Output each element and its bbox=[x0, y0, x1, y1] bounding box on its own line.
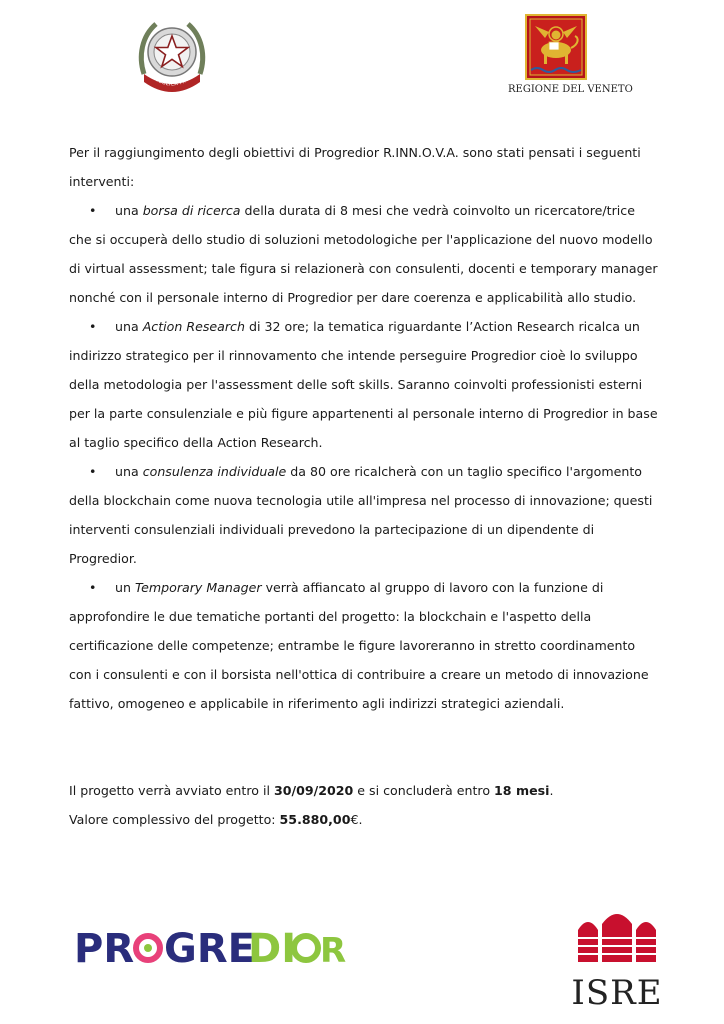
project-timeline bbox=[69, 776, 659, 805]
isre-arches-icon bbox=[571, 910, 663, 1013]
item-term: Temporary Manager bbox=[134, 580, 262, 595]
timeline-prefix: Il progetto verrà avviato entro il bbox=[69, 783, 274, 798]
timeline-suffix: . bbox=[549, 783, 554, 798]
isre-logo bbox=[571, 910, 663, 1013]
emblem-repubblica-italiana-logo bbox=[136, 16, 208, 94]
bullet-icon: • bbox=[89, 464, 97, 479]
item-term: consulenza individuale bbox=[142, 464, 287, 479]
lion-of-saint-mark-icon bbox=[525, 14, 587, 80]
document-body bbox=[69, 138, 659, 718]
bullet-icon: • bbox=[89, 203, 97, 218]
value-prefix: Valore complessivo del progetto: bbox=[69, 812, 280, 827]
progredior-logo bbox=[74, 924, 347, 974]
project-value bbox=[69, 805, 659, 834]
value-amount: 55.880,00 bbox=[279, 812, 351, 827]
list-item bbox=[69, 573, 659, 718]
seal-text: REPUBBLICA ITALIANA bbox=[146, 65, 201, 88]
item-lead: una bbox=[115, 319, 143, 334]
svg-text:R: R bbox=[320, 931, 347, 971]
item-lead: una bbox=[115, 203, 143, 218]
value-suffix: €. bbox=[350, 812, 363, 827]
svg-text:DI: DI bbox=[248, 926, 297, 972]
item-lead: un bbox=[115, 580, 135, 595]
interventions-list bbox=[69, 196, 659, 718]
svg-text:GRE: GRE bbox=[164, 926, 255, 972]
item-text: verrà affiancato al gruppo di lavoro con la funzione di approfondire le due tematiche portanti del progetto: la blockchain e l'aspetto della certificazione delle competenze; entrambe le figure lavoreranno in stretto coordinamento con i consulenti e con il borsista nell'ottica di contribuire a creare un metodo di innovazione fattivo, omogeneo e applicabile in riferimento agli indirizzi strategici aziendali. bbox=[69, 580, 649, 711]
list-item bbox=[69, 196, 659, 312]
item-text: da 80 ore ricalcherà con un taglio specifico l'argomento della blockchain come nuova tecnologia utile all'impresa nel processo di innovazione; questi interventi consulenziali individuali prevedono la partecipazione di un dipendente di Progredior. bbox=[69, 464, 653, 566]
bullet-icon: • bbox=[89, 319, 97, 334]
item-text: di 32 ore; la tematica riguardante l’Action Research ricalca un indirizzo strategico per il rinnovamento che intende perseguire Progredior cioè lo sviluppo della metodologia per l'assessment delle soft skills. Saranno coinvolti professionisti esterni per la parte consulenziale e più figure appartenenti al personale interno di Progredior in base al taglio specifico della Action Research. bbox=[69, 319, 658, 450]
isre-wordmark: ISRE bbox=[571, 973, 663, 1013]
timeline-middle: e si concluderà entro bbox=[353, 783, 495, 798]
item-lead: una bbox=[115, 464, 143, 479]
start-date: 30/09/2020 bbox=[273, 783, 354, 798]
project-duration: 18 mesi bbox=[494, 783, 550, 798]
item-term: borsa di ricerca bbox=[142, 203, 241, 218]
item-text: della durata di 8 mesi che vedrà coinvolto un ricercatore/trice che si occuperà dello studio di soluzioni metodologiche per l'applicazione del nuovo modello di virtual assessment; tale figura si relazionerà con consulenti, docenti e temporary manager nonché con il personale interno di Progredior per dare coerenza e applicabilità allo studio. bbox=[69, 203, 658, 305]
emblem-repubblica-italiana-icon bbox=[136, 16, 208, 94]
project-summary bbox=[69, 776, 659, 834]
bullet-icon: • bbox=[89, 580, 97, 595]
regione-veneto-caption: REGIONE DEL VENETO bbox=[508, 84, 633, 95]
regione-veneto-logo bbox=[508, 14, 633, 100]
intro-paragraph: Per il raggiungimento degli obiettivi di Progredior R.INN.O.V.A. sono stati pensati i seguenti interventi: bbox=[69, 145, 641, 189]
item-term: Action Research bbox=[142, 319, 245, 334]
svg-text:PR: PR bbox=[74, 926, 135, 972]
list-item bbox=[69, 457, 659, 573]
progredior-wordmark-icon bbox=[74, 924, 347, 974]
list-item bbox=[69, 312, 659, 457]
